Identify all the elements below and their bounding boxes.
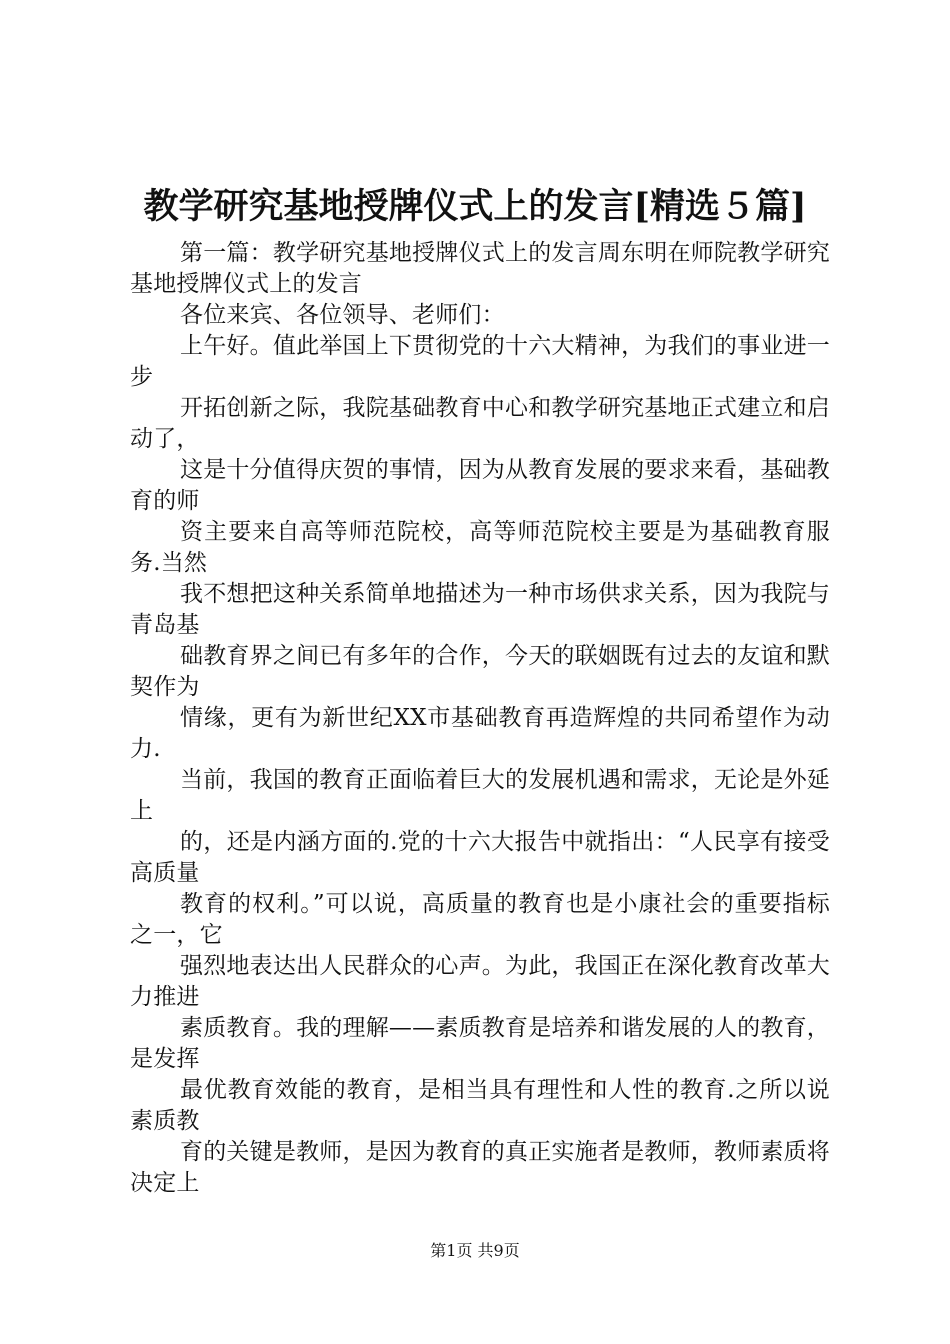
- paragraph: 的，还是内涵方面的.党的十六大报告中就指出：“人民享有接受高质量: [130, 829, 830, 886]
- paragraph: 础教育界之间已有多年的合作，今天的联姻既有过去的友谊和默契作为: [130, 643, 830, 700]
- paragraph: 强烈地表达出人民群众的心声。为此，我国正在深化教育改革大力推进: [130, 953, 830, 1010]
- paragraph: 素质教育。我的理解——素质教育是培养和谐发展的人的教育，是发挥: [130, 1015, 830, 1072]
- paragraph: 当前，我国的教育正面临着巨大的发展机遇和需求，无论是外延上: [130, 767, 830, 824]
- page-number-footer: 第1页 共9页: [430, 1241, 520, 1260]
- paragraph: 最优教育效能的教育，是相当具有理性和人性的教育.之所以说素质教: [130, 1077, 830, 1134]
- paragraph: 育的关键是教师，是因为教育的真正实施者是教师，教师素质将决定上: [130, 1139, 830, 1196]
- paragraph: 教育的权利。”可以说，高质量的教育也是小康社会的重要指标之一，它: [130, 891, 830, 948]
- paragraph: 开拓创新之际，我院基础教育中心和教学研究基地正式建立和启动了，: [130, 395, 830, 452]
- paragraph: 情缘，更有为新世纪XX市基础教育再造辉煌的共同希望作为动力.: [130, 705, 830, 762]
- document-body: [130, 238, 830, 1199]
- paragraph: 上午好。值此举国上下贯彻党的十六大精神，为我们的事业进一步: [130, 333, 830, 390]
- document-title: 教学研究基地授牌仪式上的发言[精选５篇]: [143, 186, 807, 227]
- paragraph: 各位来宾、各位领导、老师们：: [180, 302, 505, 328]
- paragraph: 这是十分值得庆贺的事情，因为从教育发展的要求来看，基础教育的师: [130, 457, 830, 514]
- paragraph: 我不想把这种关系简单地描述为一种市场供求关系，因为我院与青岛基: [130, 581, 830, 638]
- paragraph: 资主要来自高等师范院校，高等师范院校主要是为基础教育服务.当然: [130, 519, 830, 576]
- paragraph: 第一篇：教学研究基地授牌仪式上的发言周东明在师院教学研究基地授牌仪式上的发言: [130, 240, 830, 297]
